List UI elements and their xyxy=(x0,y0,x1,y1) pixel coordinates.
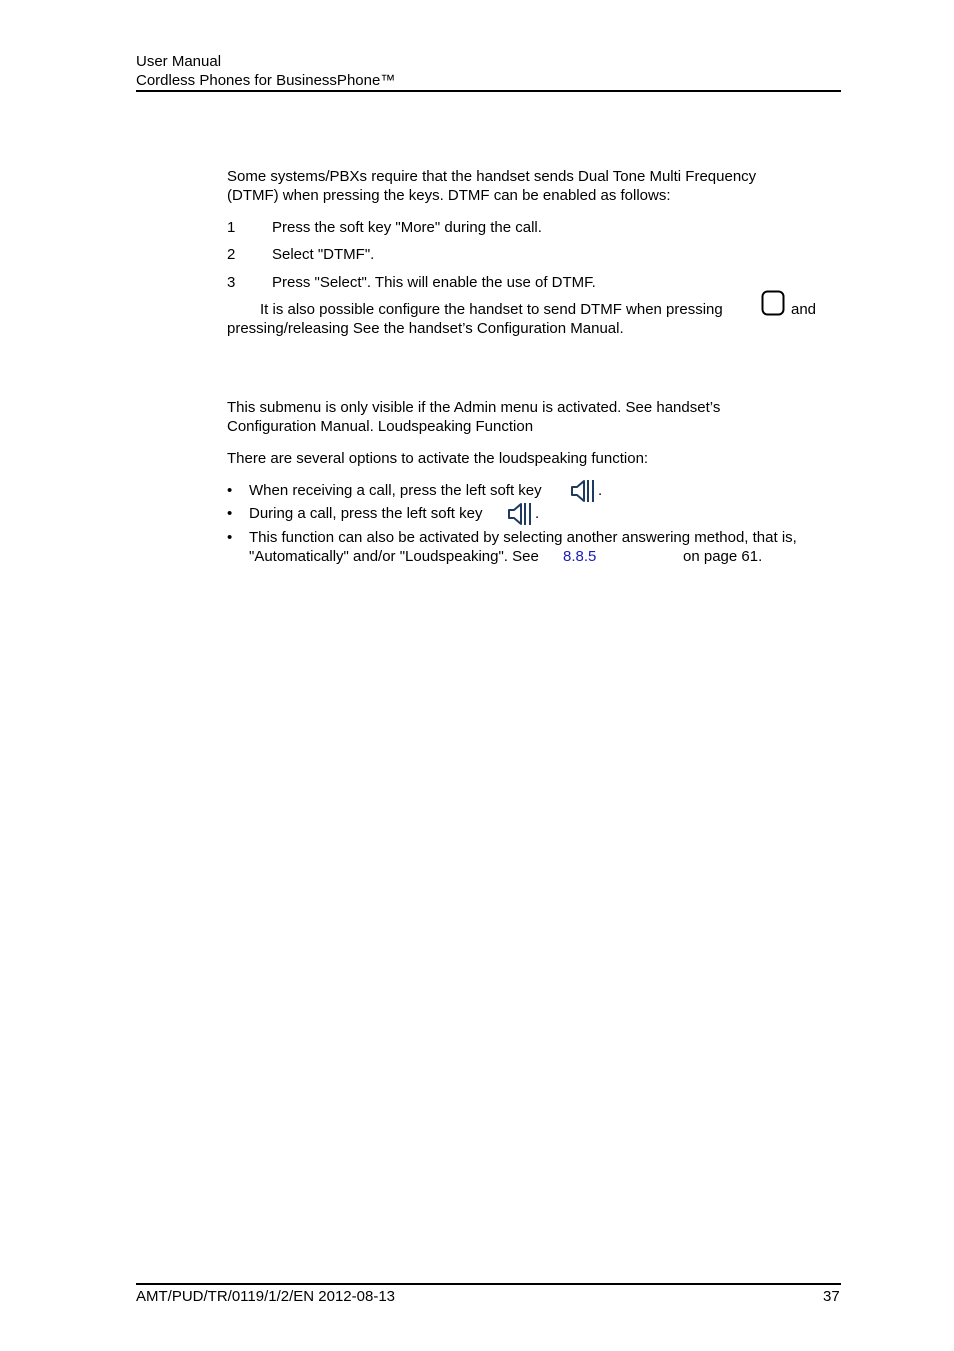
dtmf-note-line2: pressing/releasing See the handset’s Configuration Manual. xyxy=(227,320,624,337)
bullet-text: "Automatically" and/or "Loudspeaking". See xyxy=(249,548,539,565)
step-text: Press the soft key "More" during the call. xyxy=(272,219,542,236)
dtmf-note-and: and xyxy=(791,301,817,318)
footer-rule xyxy=(136,1283,841,1285)
rounded-square-key-icon xyxy=(761,290,785,316)
dtmf-intro-line1: Some systems/PBXs require that the handset sends Dual Tone Multi Frequency xyxy=(227,168,757,185)
bullet-period: . xyxy=(535,505,540,522)
step-number: 3 xyxy=(227,274,236,291)
bullet-marker: • xyxy=(227,482,233,499)
loudspeaking-intro: There are several options to activate the loudspeaking function: xyxy=(227,450,649,467)
header-subtitle: Cordless Phones for BusinessPhone™ xyxy=(136,72,396,89)
header-rule xyxy=(136,90,841,92)
bullet-marker: • xyxy=(227,505,233,522)
bullet-text: This function can also be activated by selecting another answering method, that is, xyxy=(249,529,797,546)
bullet-text: When receiving a call, press the left soft key xyxy=(249,482,542,499)
dtmf-note-line1: It is also possible configure the handset to send DTMF when pressing xyxy=(260,301,723,318)
section-link[interactable]: 8.8.5 xyxy=(563,548,597,565)
admin-note-line1: This submenu is only visible if the Admin menu is activated. See handset’s xyxy=(227,399,721,416)
footer-doc-id: AMT/PUD/TR/0119/1/2/EN 2012-08-13 xyxy=(136,1288,396,1305)
bullet-period: . xyxy=(598,482,603,499)
page-number: 37 xyxy=(823,1288,840,1305)
speaker-icon xyxy=(569,478,597,504)
bullet-text: During a call, press the left soft key xyxy=(249,505,483,522)
step-text: Select "DTMF". xyxy=(272,246,375,263)
step-text: Press "Select". This will enable the use of DTMF. xyxy=(272,274,596,291)
dtmf-intro-line2: (DTMF) when pressing the keys. DTMF can be enabled as follows: xyxy=(227,187,671,204)
speaker-icon xyxy=(506,501,534,527)
header-title: User Manual xyxy=(136,53,222,70)
step-number: 1 xyxy=(227,219,236,236)
bullet-text: on page 61. xyxy=(683,548,763,565)
step-number: 2 xyxy=(227,246,236,263)
bullet-marker: • xyxy=(227,529,233,546)
admin-note-line2: Configuration Manual. Loudspeaking Function xyxy=(227,418,534,435)
